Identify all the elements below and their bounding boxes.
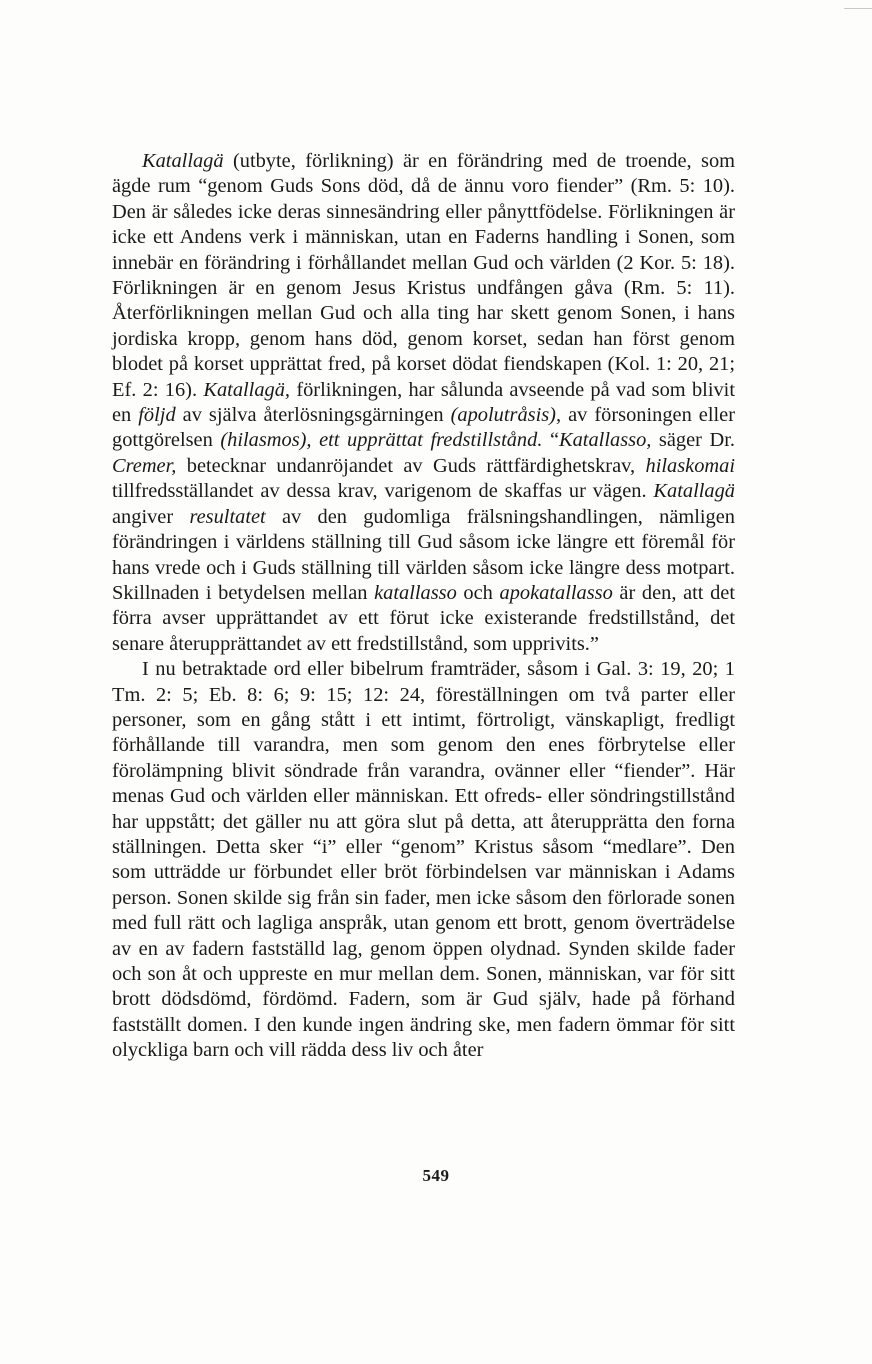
italic-term: (apolutråsis), [450, 404, 562, 427]
text-run: angiver [112, 505, 190, 528]
text-run: förlikningen, har sålunda avseende på vad som blivit en [112, 378, 736, 427]
body-text [112, 149, 735, 1064]
italic-term: Katallagä [653, 480, 735, 503]
italic-term: hilaskomai [645, 454, 735, 477]
text-run: tillfredsställandet av dessa krav, varigenom de skaffas ur vägen. [112, 480, 654, 503]
text-run: “ [542, 429, 560, 452]
italic-term: apokatallasso [499, 581, 613, 604]
text-run: av den gudomliga frälsningshandlingen, nämligen förändringen i världens ställning till Gud såsom icke längre ett föremål för hans vrede och i Guds ställning till världen såsom icke längre dess motpart. Skillnaden i betydelsen mellan [112, 505, 736, 604]
text-run: (utbyte, förlikning) är en förändring med de troende, som ägde rum “genom Guds Sons död, då de ännu voro fiender” (Rm. 5: 10). Den är således icke deras sinnesändring eller pånyttfödelse. Förlikningen är icke ett Andens verk i människan, utan en Faderns handling i Sonen, som innebär en förändring i förhållandet mellan Gud och världen (2 Kor. 5: 18). Förlikningen är en genom Jesus Kristus undfången gåva (Rm. 5: 11). Återförlikningen mellan Gud och alla ting har skett genom Sonen, i hans jordiska kropp, genom hans död, genom korset, sedan han först genom blodet på korset upprättat fred, på korset dödat fiendskapen (Kol. 1: 20, 21; Ef. 2: 16). [112, 150, 735, 401]
scan-edge-mark [844, 8, 872, 9]
paragraph [112, 657, 735, 1064]
italic-term: (hilasmos), ett upprättat fredstillstånd. [220, 429, 543, 452]
text-run: betecknar undanröjandet av Guds rättfärdighetskrav, [176, 454, 646, 477]
italic-term: Cremer, [112, 454, 177, 477]
italic-term: katallasso [374, 581, 457, 604]
text-run: av försoningen eller gottgörelsen [112, 404, 735, 452]
paragraph [112, 149, 735, 657]
text-run: I nu betraktade ord eller bibelrum framträder, såsom i Gal. 3: 19, 20; 1 Tm. 2: 5; Eb. 8: 6; 9: 15; 12: 24, föreställningen om två parter eller personer, som en gång stått i ett intimt, förtroligt, vänskapligt, fredligt förhållande till varandra, men som genom den enes förbrytelse eller förolämpning blivit söndrade från varandra, ovänner eller “fiender”. Här menas Gud och världen eller människan. Ett ofreds- eller söndringstillstånd har uppstått; det gäller nu att göra slut på detta, att återupprätta den forna ställningen. Detta sker “i” eller “genom” Kristus såsom “medlare”. Den som utträdde ur förbundet eller bröt förbindelsen var människan i Adams person. Sonen skilde sig från sin fader, men icke såsom den förlorade sonen med full rätt och lagliga anspråk, utan genom ett brott, genom överträdelse av en av fadern fastställd lag, genom öppen olydnad. Synden skilde fader och son åt och uppreste en mur mellan dem. Sonen, människan, var för sitt brott dödsdömd, fördömd. Fadern, som är Gud själv, hade på förhand fastställt domen. I den kunde ingen ändring ske, men fadern ömmar för sitt olyckliga barn och vill rädda dess liv och åter [112, 658, 735, 1062]
italic-term: Katallagä, [203, 378, 291, 401]
text-run: är den, att det förra avser upprättandet av ett förut icke existerande fredstillstånd, det senare återupprättandet av ett fredstillstånd, som upprivits.” [112, 581, 735, 655]
text-run: av själva återlösningsgärningen [175, 404, 451, 427]
italic-term: följd [138, 404, 176, 427]
italic-term: resultatet [189, 505, 266, 528]
text-run: och [456, 581, 500, 604]
italic-term: Katallagä [142, 150, 224, 172]
page-number: 549 [422, 1166, 450, 1185]
italic-term: Katallasso, [559, 429, 652, 452]
text-run: säger Dr. [651, 429, 735, 452]
